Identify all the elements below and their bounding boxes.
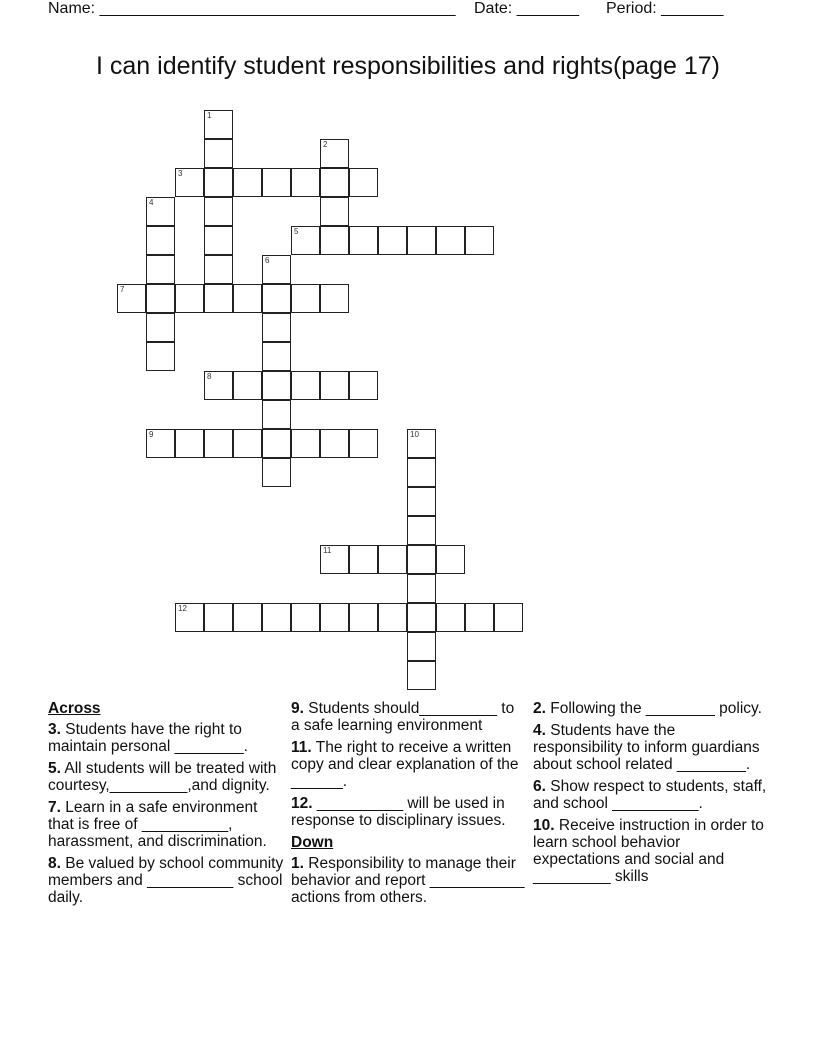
crossword-cell[interactable] xyxy=(262,342,291,371)
crossword-cell[interactable] xyxy=(175,603,204,632)
crossword-cell[interactable] xyxy=(175,284,204,313)
down-heading: Down xyxy=(291,834,334,851)
crossword-cell[interactable] xyxy=(175,429,204,458)
crossword-cell[interactable] xyxy=(262,371,291,400)
clue-across-9: 9. Students should_________ to a safe learning environment xyxy=(291,700,515,734)
crossword-cell[interactable] xyxy=(204,110,233,139)
clue-number: 10 xyxy=(410,430,419,439)
crossword-cell[interactable] xyxy=(291,371,320,400)
clue-down-1: 1. Responsibility to manage their behavior and report ___________ actions from others. xyxy=(291,855,525,906)
crossword-cell[interactable] xyxy=(320,284,349,313)
period-field: Period: _______ xyxy=(606,0,724,17)
crossword-cell[interactable] xyxy=(320,168,349,197)
crossword-cell[interactable] xyxy=(146,226,175,255)
crossword-cell[interactable] xyxy=(465,226,494,255)
crossword-cell[interactable] xyxy=(204,284,233,313)
crossword-cell[interactable] xyxy=(291,603,320,632)
crossword-cell[interactable] xyxy=(204,226,233,255)
crossword-cell[interactable] xyxy=(262,255,291,284)
crossword-cell[interactable] xyxy=(320,545,349,574)
crossword-cell[interactable] xyxy=(436,226,465,255)
crossword-cell[interactable] xyxy=(204,197,233,226)
crossword-cell[interactable] xyxy=(320,603,349,632)
crossword-cell[interactable] xyxy=(320,139,349,168)
crossword-cell[interactable] xyxy=(291,429,320,458)
crossword-cell[interactable] xyxy=(233,284,262,313)
clue-number: 5 xyxy=(294,227,299,236)
clue-number: 11 xyxy=(323,546,332,555)
crossword-cell[interactable] xyxy=(262,458,291,487)
crossword-cell[interactable] xyxy=(465,603,494,632)
clue-down-4: 4. Students have the responsibility to inform guardians about school related ________. xyxy=(533,722,760,773)
crossword-cell[interactable] xyxy=(320,371,349,400)
clues-column-1 xyxy=(48,700,284,911)
crossword-cell[interactable] xyxy=(204,255,233,284)
crossword-cell[interactable] xyxy=(146,429,175,458)
crossword-cell[interactable] xyxy=(378,603,407,632)
clue-number: 3 xyxy=(178,169,183,178)
crossword-cell[interactable] xyxy=(262,603,291,632)
crossword-cell[interactable] xyxy=(204,139,233,168)
crossword-cell[interactable] xyxy=(407,632,436,661)
crossword-cell[interactable] xyxy=(233,603,262,632)
crossword-cell[interactable] xyxy=(233,168,262,197)
clue-across-8: 8. Be valued by school community members and __________ school daily. xyxy=(48,855,284,906)
crossword-cell[interactable] xyxy=(407,574,436,603)
crossword-cell[interactable] xyxy=(436,603,465,632)
crossword-cell[interactable] xyxy=(407,516,436,545)
crossword-cell[interactable] xyxy=(436,545,465,574)
crossword-cell[interactable] xyxy=(407,458,436,487)
crossword-cell[interactable] xyxy=(146,255,175,284)
crossword-cell[interactable] xyxy=(262,313,291,342)
clue-across-7: 7. Learn in a safe environment that is free of __________, harassment, and discrimination. xyxy=(48,799,267,850)
clue-number: 9 xyxy=(149,430,154,439)
clue-number: 4 xyxy=(149,198,154,207)
clues-column-3 xyxy=(533,700,769,890)
crossword-cell[interactable] xyxy=(378,226,407,255)
date-field: Date: _______ xyxy=(474,0,579,17)
crossword-cell[interactable] xyxy=(204,429,233,458)
name-field: Name: ________________________________________ xyxy=(48,0,456,17)
crossword-cell[interactable] xyxy=(233,371,262,400)
clue-number: 6 xyxy=(265,256,270,265)
crossword-cell[interactable] xyxy=(204,168,233,197)
crossword-cell[interactable] xyxy=(349,226,378,255)
crossword-cell[interactable] xyxy=(320,429,349,458)
crossword-cell[interactable] xyxy=(146,197,175,226)
clue-across-12: 12. __________ will be used in response to disciplinary issues. xyxy=(291,795,506,829)
crossword-cell[interactable] xyxy=(378,545,407,574)
clue-number: 2 xyxy=(323,140,328,149)
crossword-cell[interactable] xyxy=(407,661,436,690)
crossword-cell[interactable] xyxy=(320,197,349,226)
clue-across-3: 3. Students have the right to maintain personal ________. xyxy=(48,721,248,755)
crossword-cell[interactable] xyxy=(291,168,320,197)
crossword-cell[interactable] xyxy=(117,284,146,313)
crossword-cell[interactable] xyxy=(349,168,378,197)
crossword-cell[interactable] xyxy=(494,603,523,632)
crossword-cell[interactable] xyxy=(349,603,378,632)
crossword-cell[interactable] xyxy=(291,284,320,313)
crossword-cell[interactable] xyxy=(407,429,436,458)
crossword-cell[interactable] xyxy=(175,168,204,197)
crossword-cell[interactable] xyxy=(349,429,378,458)
crossword-cell[interactable] xyxy=(320,226,349,255)
crossword-cell[interactable] xyxy=(146,313,175,342)
clue-number: 12 xyxy=(178,604,187,613)
clue-across-11: 11. The right to receive a written copy and clear explanation of the ______. xyxy=(291,739,519,790)
crossword-cell[interactable] xyxy=(349,545,378,574)
crossword-cell[interactable] xyxy=(204,371,233,400)
crossword-cell[interactable] xyxy=(146,342,175,371)
crossword-cell[interactable] xyxy=(291,226,320,255)
clue-down-6: 6. Show respect to students, staff, and school __________. xyxy=(533,778,767,812)
clue-down-10: 10. Receive instruction in order to learn school behavior expectations and social and _________ skills xyxy=(533,817,764,885)
clues-column-2 xyxy=(291,700,527,911)
crossword-cell[interactable] xyxy=(407,226,436,255)
clue-down-2: 2. Following the ________ policy. xyxy=(533,700,762,717)
crossword-cell[interactable] xyxy=(262,168,291,197)
clue-number: 7 xyxy=(120,285,125,294)
crossword-cell[interactable] xyxy=(204,603,233,632)
clue-number: 1 xyxy=(207,111,212,120)
crossword-cell[interactable] xyxy=(407,487,436,516)
crossword-cell[interactable] xyxy=(262,284,291,313)
crossword-cell[interactable] xyxy=(407,603,436,632)
across-heading: Across xyxy=(48,700,101,717)
crossword-cell[interactable] xyxy=(407,545,436,574)
page-title: I can identify student responsibilities and rights(page 17) xyxy=(96,52,720,80)
crossword-cell[interactable] xyxy=(262,400,291,429)
clue-number: 8 xyxy=(207,372,212,381)
crossword-cell[interactable] xyxy=(233,429,262,458)
crossword-cell[interactable] xyxy=(146,284,175,313)
crossword-cell[interactable] xyxy=(349,371,378,400)
crossword-cell[interactable] xyxy=(262,429,291,458)
clue-across-5: 5. All students will be treated with courtesy,_________,and dignity. xyxy=(48,760,277,794)
